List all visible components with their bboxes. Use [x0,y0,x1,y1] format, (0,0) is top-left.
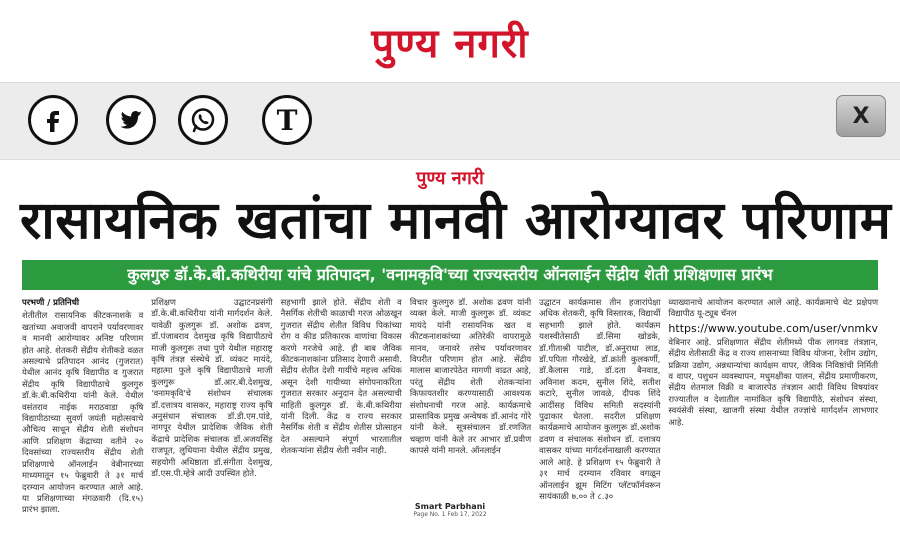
facebook-share-button[interactable] [28,95,78,145]
twitter-icon [116,105,146,135]
facebook-icon [38,105,68,135]
newspaper-mini-logo: पुण्य नगरी [416,168,484,189]
share-toolbar [0,82,900,160]
article-paragraph: शेतीतील रासायनिक कीटकनाशके व खतांच्या अवाजवी वापराने पर्यावरणावर व मानवी आरोग्यावर अनिष्ट परिणाम होत आहे. शेतकरी सेंद्रीय शेतीकडे वळत असल्याचे प्रतिपादन आनंद (गुजरात) येथील आनंद कृषि विद्यापीठ व गुजरात सेंद्रीय कृषि विद्यापीठाचे कुलगुरु डॉ.के.बी.कथिरीया यांनी केले. येथील वसंतराव नाईक मराठवाडा कृषि विद्यापीठाच्या सुवर्ण जयंती महोत्सवाचे औचित्य साधून सेंद्रीय शेती संशोधन आणि प्रशिक्षण केंद्राच्या वतीने २० दिवसांच्या राज्यस्तरीय सेंद्रीय शेती प्रशिक्षणाचे ऑनलाईन वेबीनारच्या माध्यमातून १५ फेब्रुवारी ते ३१ मार्च दरम्यान आयोजन करण्यात आले आहे. या प्रशिक्षणाच्या मंगळवारी (दि.१५) प्रारंभ झाला. [22,310,144,515]
text-size-button[interactable] [262,95,312,145]
article-headline: रासायनिक खतांचा मानवी आरोग्यावर परिणाम [20,190,892,251]
close-button[interactable]: X [836,95,886,137]
article-byline: परभणी / प्रतिनिधी [22,297,80,307]
logo-text-part: पुण्य नगरी [371,20,529,67]
article-column-2 [151,297,272,502]
page-info: Page No. 1 Feb 17, 2022 [413,511,487,518]
clipping-footer [0,502,900,518]
site-header [0,0,900,82]
youtube-link[interactable]: https://www.youtube.com/user/vnmkv [668,321,879,335]
article-subheadline: कुलगुरु डॉ.के.बी.कथिरीया यांचे प्रतिपादन, 'वनामकृवि'च्या राज्यस्तरीय ऑनलाईन सेंद्रीय शेती प्रशिक्षणास प्रारंभ [22,260,878,290]
twitter-share-button[interactable] [106,95,156,145]
text-size-icon: T [276,103,298,137]
article-paragraph: व्याख्यानाचे आयोजन करण्यात आले आहे. कार्यक्रमाचे थेट प्रक्षेपण विद्यापीठ यू-ट्यूब चॅनल [668,297,879,319]
article-column-3 [281,297,402,502]
article-clipping [0,160,900,554]
article-column-4 [410,297,531,502]
article-paragraph: वेबिनार आहे. प्रशिक्षणात सेंद्रीय शेतीमध्ये पीक लागवड तंत्रज्ञान, सेंद्रीय शेतीसाठी केंद्र व राज्य शासनाच्या विविध योजना, रेशीम उद्योग, प्रक्रिया उद्योग, अन्नधान्यांचा कार्यक्षम वापर, जैविक निविष्ठांची निर्मिती व वापर, पशुधन व्यवस्थापन, मधुमक्षीका पालन, सेंद्रीय प्रमाणीकरण, सेंद्रीय शेतमाल विक्री व बाजारपेठ तंत्रज्ञान आदी विविध विषयांवर राज्यातील व देशातील नामांकित कृषि विद्यापीठे, संशोधन संस्था, स्वयंसेवी संस्था, खाजगी संस्था येथील तज्ज्ञांचे मार्गदर्शन लाभणार आहे. [668,336,879,427]
article-column-5 [539,297,660,502]
article-paragraph: सहभागी झाले होते. सेंद्रीय शेती व नैसर्गिक शेतीची काळाची गरज ओळखून गुजरात सेंद्रीय शेतीत विविध पिकांच्या रोग व कीड प्रतिकारक वाणांचा विकास करणे गरजेचे आहे. ही बाब जैविक कीटकनाशकांना प्रतिसाद देणारी असावी. सेंद्रीय शेतीत देशी गायींचे महत्त्व अधिक असून देशी गायीच्या संगोपनाकरिता गुजरात सरकार अनुदान देत असल्याची माहिती कुलगुरु डॉ. के.बी.कथिरीया यांनी दिली. केंद्र व राज्य सरकार नैसर्गिक शेती व सेंद्रीय शेतीस प्रोत्साहन देत असल्याने संपूर्ण भारतातील शेतकऱ्यांना सेंद्रीय शेती नवीन नाही. [280,297,402,456]
article-paragraph: उद्घाटन कार्यक्रमास तीन हजारांपेक्षा अधिक शेतकरी, कृषि विस्तारक, विद्यार्थी सहभागी झाले होते. कार्यक्रम यशस्वीतेसाठी डॉ.सिमा खोडके, डॉ.गीताश्री पाटील, डॉ.अनुराधा लाड, डॉ.पपिता गौरखेडे, डॉ.क्रांती कुलकर्णी, डॉ.कैलास गाडे, डॉ.दता बैनवाड, अविनाश कदम, सुनील शिंदे, सतीश कटारे, सुनील जावळे, दीपक शिंदे आदींसह विविध समिती सदस्यांनी पुढाकार घेतला. सदरील प्रशिक्षण कार्यक्रमाचे आयोजन कुलगुरू डॉ.अशोक ढवण व संचालक संशोधन डॉ. दत्तात्रय वासकर यांच्या मार्गदर्शनाखाली करण्यात आले आहे. हे प्रशिक्षण १५ फेब्रुवारी ते ३१ मार्च दरम्यान रविवार वगळून ऑनलाईन झूम मिटिंग प्लॅटफॉर्मवरून सायंकाळी ७.०० ते ८.३० [539,297,661,501]
article-column-6 [668,297,878,502]
article-paragraph: विचार कुलगुरु डॉ. अशोक ढवण यांनी व्यक्त केले. माजी कुलगुरू डॉ. व्यंकट मायंदे यांनी रासायनिक खत व कीटकनाशकांच्या अतिरेकी वापरामुळे मानव, जनावरे तसेच पर्यावरणावर विपरीत परिणाम होत आहे. सेंद्रीय मालास बाजारपेठेत मागणी वाढत आहे, परंतु सेंद्रीय शेती शेतकऱ्यांना किफायतशीर करण्यासाठी आवश्यक संशोधनाची गरज आहे. कार्यक्रमाचे प्रास्ताविक प्रमुख अन्वेषक डॉ.आनंद गोरे यांनी केले. सूत्रसंचालन डॉ.रणजित चव्हाण यांनी केले तर आभार डॉ.प्रवीण कापसे यांनी मानले. ऑनलाईन [409,297,532,456]
article-column-1 [22,297,144,515]
article-paragraph: प्रशिक्षण उद्घाटनप्रसंगी डॉ.के.बी.कथिरीया यांनी मार्गदर्शन केले. यावेळी कुलगुरू डॉ. अशोक ढवण, डॉ.पंजाबराव देशमुख कृषि विद्यापीठाचे माजी कुलगुरू तथा पुणे येथील महाराष्ट्र कृषि तंत्रज्ञ संस्थेचे डॉ. व्यंकट मायंदे, महात्मा फुले कृषि विद्यापीठाचे माजी कुलगुरू डॉ.आर.बी.देशमुख, 'वनामकृवि'चे संशोधन संचालक डॉ.दत्तात्रय वासकर, महाराष्ट्र राज्य कृषि अनुसंधान संचालक डॉ.डी.एम.पांडे, नागपूर येथील प्रादेशिक जैविक शेती केंद्राचे प्रादेशिक संचालक डॉ.अजयसिंह राजपूत, लुधियाना येथील सेंद्रीय प्रमुख, सहयोगी अधिष्ठाता डॉ.संगीता देशमुख, डॉ.एस.पी.म्हेत्रे आदी उपस्थित होते. [151,297,273,479]
whatsapp-share-button[interactable] [178,95,228,145]
whatsapp-icon [188,105,218,135]
edition-name: Smart Parbhani [414,502,486,511]
site-logo[interactable] [371,14,528,69]
